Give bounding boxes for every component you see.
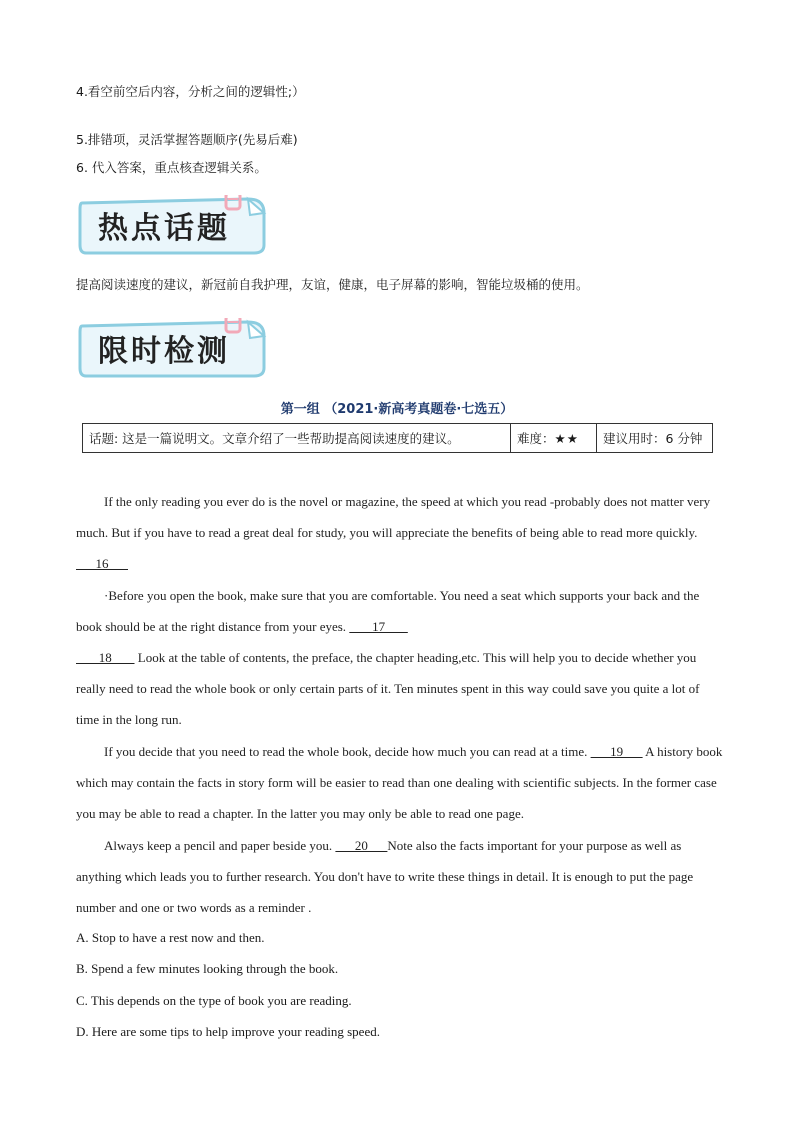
paragraph-text: Always keep a pencil and paper beside you. bbox=[104, 838, 336, 853]
passage-paragraph-4 bbox=[76, 736, 724, 830]
paragraph-text: A history book which may contain the facts in story form will be easier to read than one dealing with scientific subjects. In the former case you may be able to read a chapter. In the latter you may only be able to read one page. bbox=[76, 744, 723, 822]
group-title: 第一组 （2021·新高考真题卷·七选五） bbox=[280, 402, 514, 417]
info-table bbox=[82, 423, 713, 453]
timed-test-banner bbox=[78, 318, 268, 374]
passage-paragraph-3 bbox=[76, 642, 724, 736]
timed-test-heading: 限时检测 bbox=[98, 334, 230, 369]
paragraph-text: Note also the facts important for your purpose as well as anything which leads you to further research. You don't have to write these things in detail. It is enough to put the page number and one or two words as a reminder . bbox=[76, 838, 694, 916]
option-a: A. Stop to have a rest now and then. bbox=[76, 930, 265, 945]
topic-cell: 话题: 这是一篇说明文。文章介绍了一些帮助提高阅读速度的建议。 bbox=[83, 424, 511, 453]
time-cell: 建议用时：6 分钟 bbox=[597, 424, 713, 453]
blank-17[interactable]: 17 bbox=[349, 619, 408, 635]
passage-paragraph-2 bbox=[76, 580, 724, 642]
step-4: 4.看空前空后内容，分析之间的逻辑性;） bbox=[76, 84, 305, 99]
difficulty-stars: ★★ bbox=[554, 431, 579, 446]
step-6: 6. 代入答案，重点核查逻辑关系。 bbox=[76, 160, 267, 175]
paragraph-text: If you decide that you need to read the whole book, decide how much you can read at a time. bbox=[104, 744, 591, 759]
paragraph-text: Look at the table of contents, the preface, the chapter heading,etc. This will help you to decide whether you really need to read the whole book or only certain parts of it. Ten minutes spent in this way could save you quite a lot of time in the long run. bbox=[76, 650, 700, 728]
option-c: C. This depends on the type of book you are reading. bbox=[76, 993, 352, 1008]
blank-19[interactable]: 19 bbox=[590, 744, 643, 759]
blank-20[interactable]: 20 bbox=[335, 838, 388, 853]
blank-16[interactable]: 16 bbox=[76, 556, 128, 572]
paragraph-text: If the only reading you ever do is the novel or magazine, the speed at which you read -probably does not matter very much. But if you have to read a great deal for study, you will appreciate the benefits of being able to read more quickly. bbox=[76, 494, 711, 541]
passage-paragraph-5 bbox=[76, 830, 724, 924]
hot-topics-heading: 热点话题 bbox=[98, 211, 230, 246]
option-d: D. Here are some tips to help improve your reading speed. bbox=[76, 1024, 380, 1039]
hot-topics-banner bbox=[78, 195, 268, 251]
difficulty-cell bbox=[511, 424, 597, 453]
passage-paragraph-1 bbox=[76, 486, 724, 580]
blank-18[interactable]: 18 bbox=[76, 650, 135, 665]
step-5: 5.排错项，灵活掌握答题顺序(先易后难) bbox=[76, 132, 298, 147]
hot-topics-text: 提高阅读速度的建议，新冠前自我护理，友谊，健康，电子屏幕的影响，智能垃圾桶的使用。 bbox=[76, 277, 589, 292]
difficulty-label: 难度： bbox=[517, 431, 555, 446]
option-b: B. Spend a few minutes looking through the book. bbox=[76, 961, 339, 976]
paragraph-text: ·Before you open the book, make sure that you are comfortable. You need a seat which supports your back and the book should be at the right distance from your eyes. bbox=[76, 588, 700, 635]
